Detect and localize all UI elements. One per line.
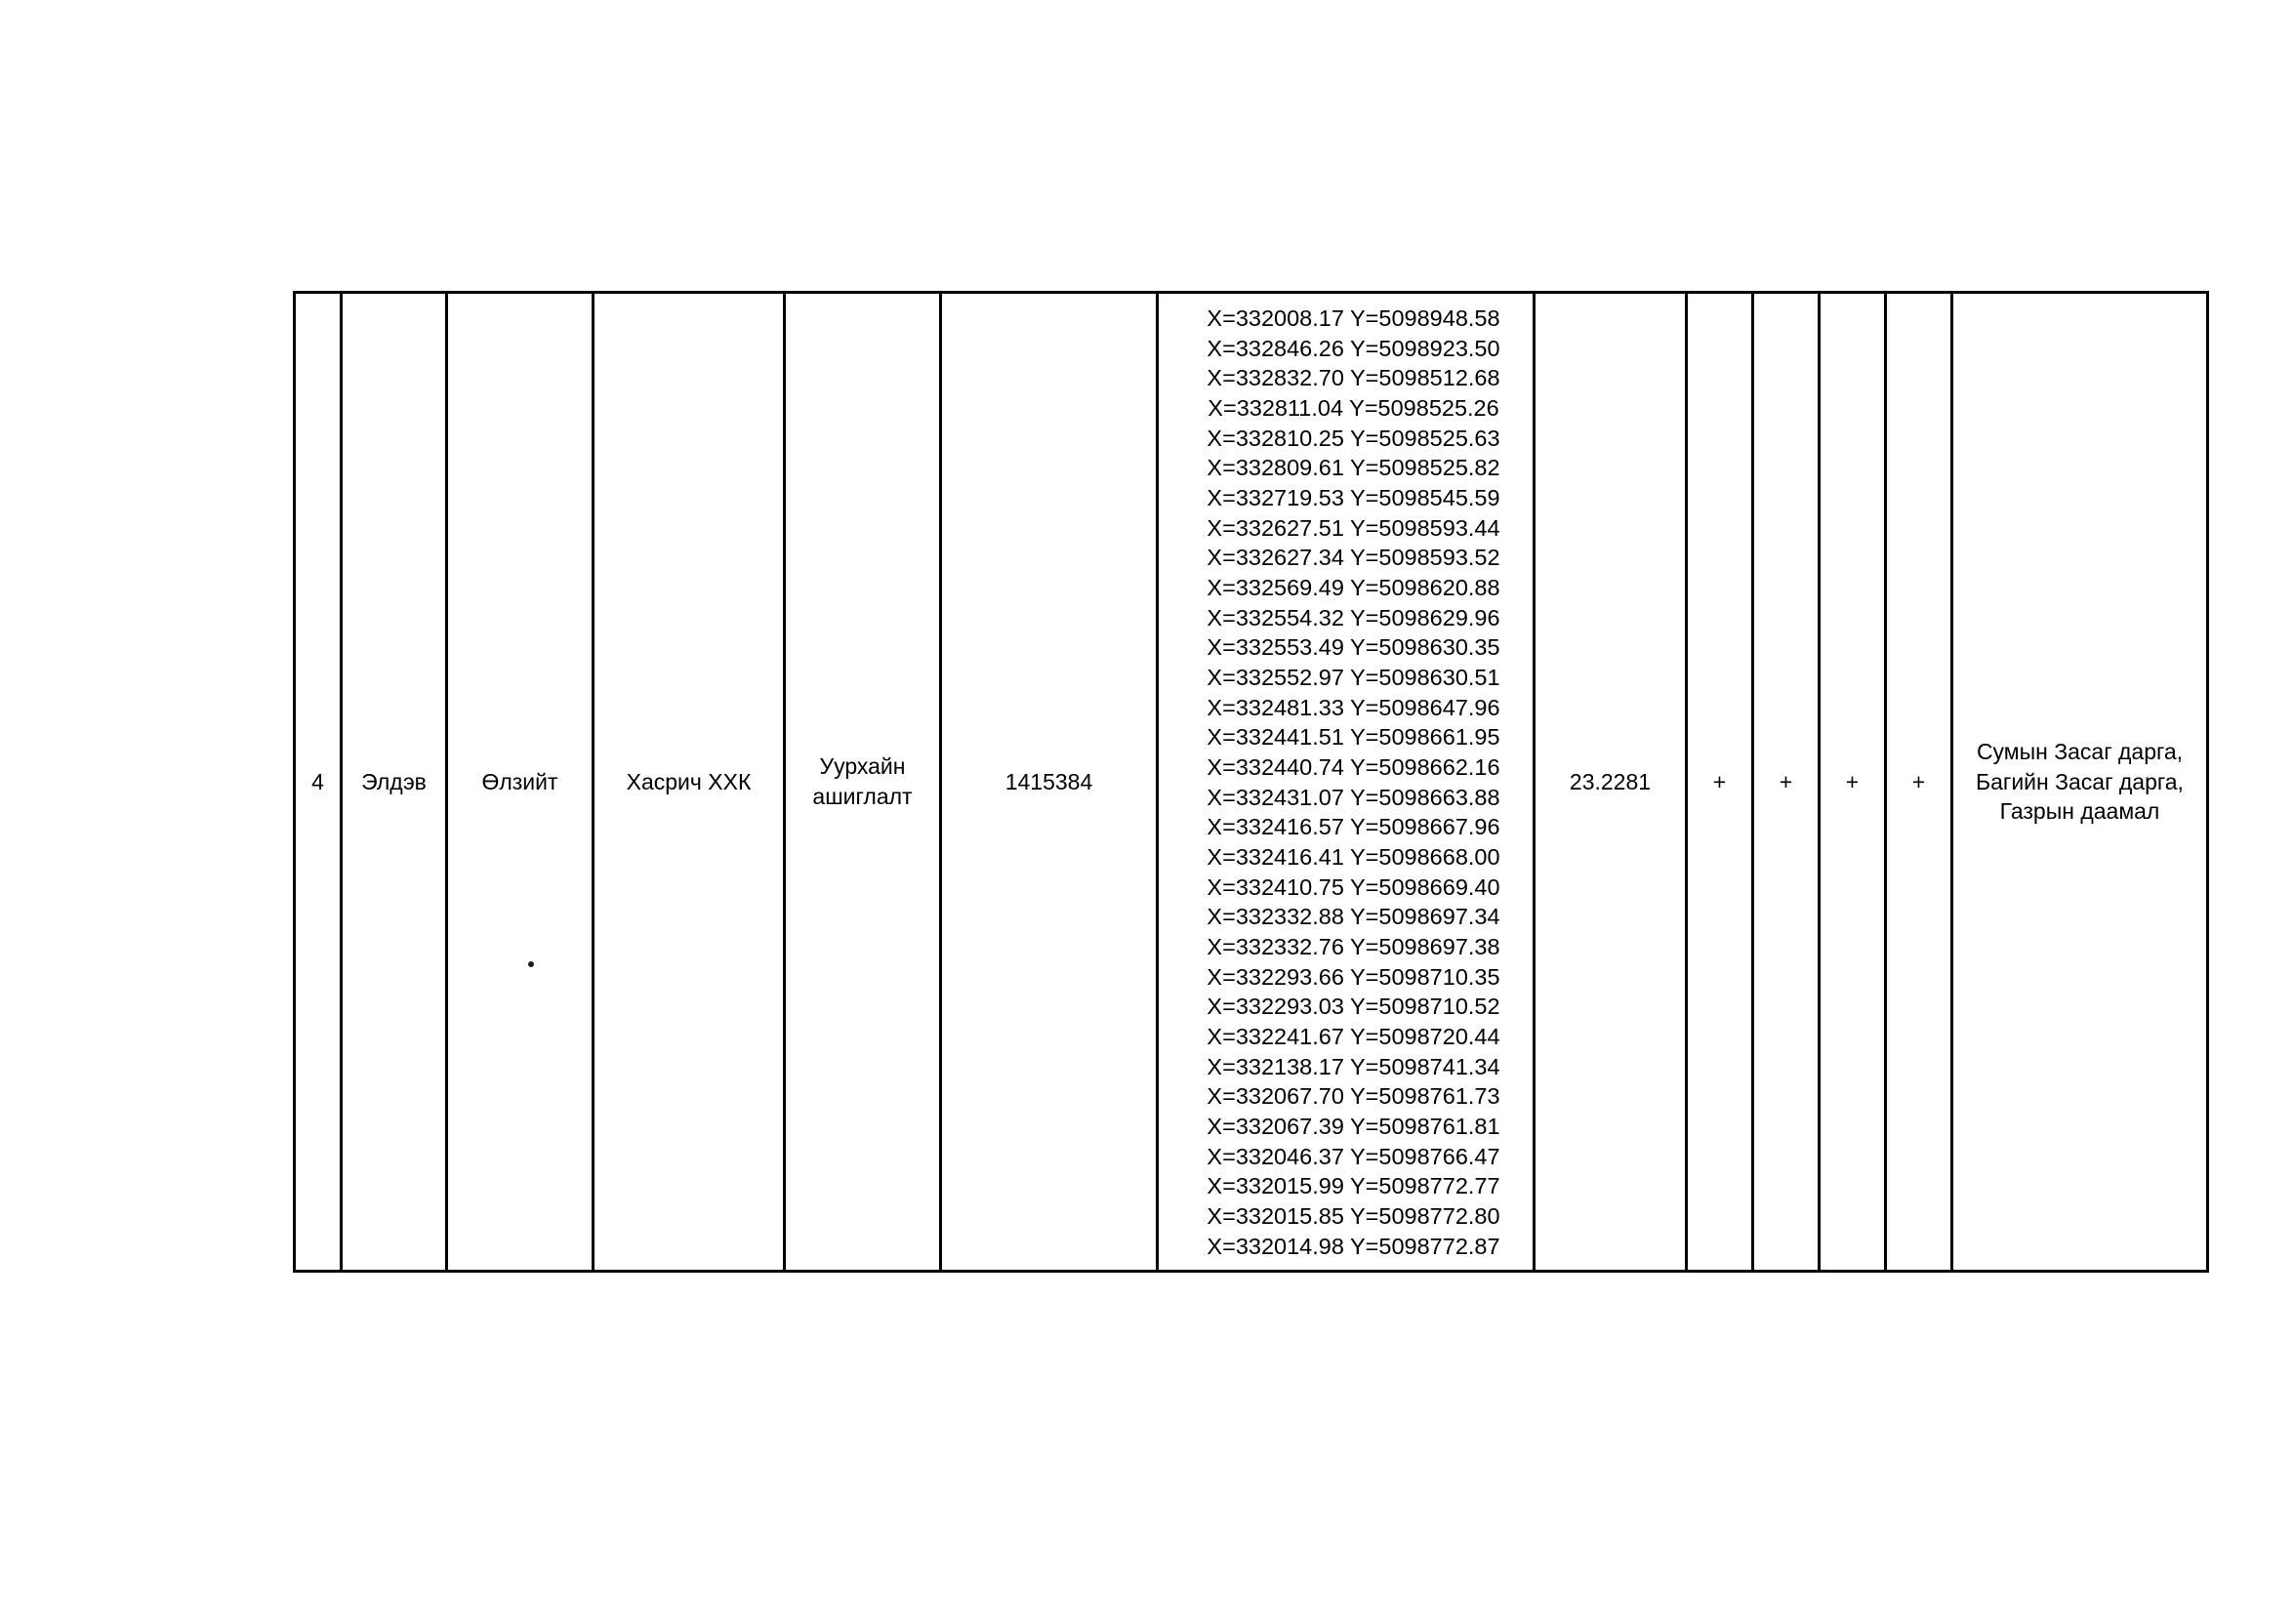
coordinate-line: X=332046.37 Y=5098766.47 xyxy=(1207,1143,1500,1169)
license-coordinates-table xyxy=(293,291,2209,1273)
coordinate-line: X=332332.88 Y=5098697.34 xyxy=(1207,904,1500,930)
coordinate-line: X=332719.53 Y=5098545.59 xyxy=(1207,485,1500,511)
cell-sum: Өлзийт xyxy=(447,293,594,1272)
coordinate-line: X=332410.75 Y=5098669.40 xyxy=(1207,873,1500,900)
cell-notes: Сумын Засаг дарга, Багийн Засаг дарга, Газрын даамал xyxy=(1952,293,2208,1272)
cell-row-number: 4 xyxy=(295,293,342,1272)
coordinate-line: X=332014.98 Y=5098772.87 xyxy=(1207,1233,1500,1259)
cell-license-number: 1415384 xyxy=(941,293,1158,1272)
coordinate-line: X=332067.39 Y=5098761.81 xyxy=(1207,1114,1500,1140)
coordinate-line: X=332015.99 Y=5098772.77 xyxy=(1207,1173,1500,1199)
coordinate-line: X=332241.67 Y=5098720.44 xyxy=(1207,1024,1500,1050)
coordinate-line: X=332811.04 Y=5098525.26 xyxy=(1208,395,1499,422)
table-row xyxy=(295,293,2208,1272)
coordinate-line: X=332846.26 Y=5098923.50 xyxy=(1207,335,1500,361)
coordinate-line: X=332553.49 Y=5098630.35 xyxy=(1207,634,1500,661)
cell-mark-4: + xyxy=(1886,293,1952,1272)
coordinate-line: X=332552.97 Y=5098630.51 xyxy=(1207,665,1500,691)
coordinate-line: X=332440.74 Y=5098662.16 xyxy=(1207,754,1500,781)
coordinate-line: X=332569.49 Y=5098620.88 xyxy=(1207,575,1500,601)
coordinate-line: X=332832.70 Y=5098512.68 xyxy=(1207,365,1500,391)
cell-mark-3: + xyxy=(1820,293,1886,1272)
coordinate-line: X=332008.17 Y=5098948.58 xyxy=(1207,305,1500,331)
coordinate-line: X=332138.17 Y=5098741.34 xyxy=(1207,1053,1500,1079)
coordinate-line: X=332809.61 Y=5098525.82 xyxy=(1207,455,1500,481)
coordinate-line: X=332627.51 Y=5098593.44 xyxy=(1207,514,1500,541)
coordinate-line: X=332416.41 Y=5098668.00 xyxy=(1207,844,1500,871)
cell-area: 23.2281 xyxy=(1535,293,1687,1272)
coordinate-line: X=332441.51 Y=5098661.95 xyxy=(1207,724,1500,751)
coordinate-line: X=332627.34 Y=5098593.52 xyxy=(1207,545,1500,571)
coordinate-list xyxy=(1159,294,1533,1270)
coordinate-line: X=332431.07 Y=5098663.88 xyxy=(1207,784,1500,810)
coordinate-line: X=332416.57 Y=5098667.96 xyxy=(1207,814,1500,840)
cell-purpose: Уурхайн ашиглалт xyxy=(785,293,941,1272)
cell-company: Хасрич ХХК xyxy=(594,293,785,1272)
coordinate-line: X=332293.03 Y=5098710.52 xyxy=(1207,994,1500,1020)
coordinate-line: X=332293.66 Y=5098710.35 xyxy=(1207,963,1500,990)
coordinate-line: X=332481.33 Y=5098647.96 xyxy=(1207,694,1500,720)
coordinate-line: X=332810.25 Y=5098525.63 xyxy=(1207,425,1500,451)
document-table-container xyxy=(293,291,2184,1273)
cell-aimag: Элдэв xyxy=(342,293,447,1272)
cell-mark-1: + xyxy=(1687,293,1753,1272)
coordinate-line: X=332332.76 Y=5098697.38 xyxy=(1207,934,1500,960)
cell-mark-2: + xyxy=(1753,293,1820,1272)
coordinate-line: X=332015.85 Y=5098772.80 xyxy=(1207,1203,1500,1230)
cell-coordinates xyxy=(1158,293,1535,1272)
coordinate-line: X=332554.32 Y=5098629.96 xyxy=(1207,604,1500,630)
coordinate-line: X=332067.70 Y=5098761.73 xyxy=(1207,1083,1500,1110)
